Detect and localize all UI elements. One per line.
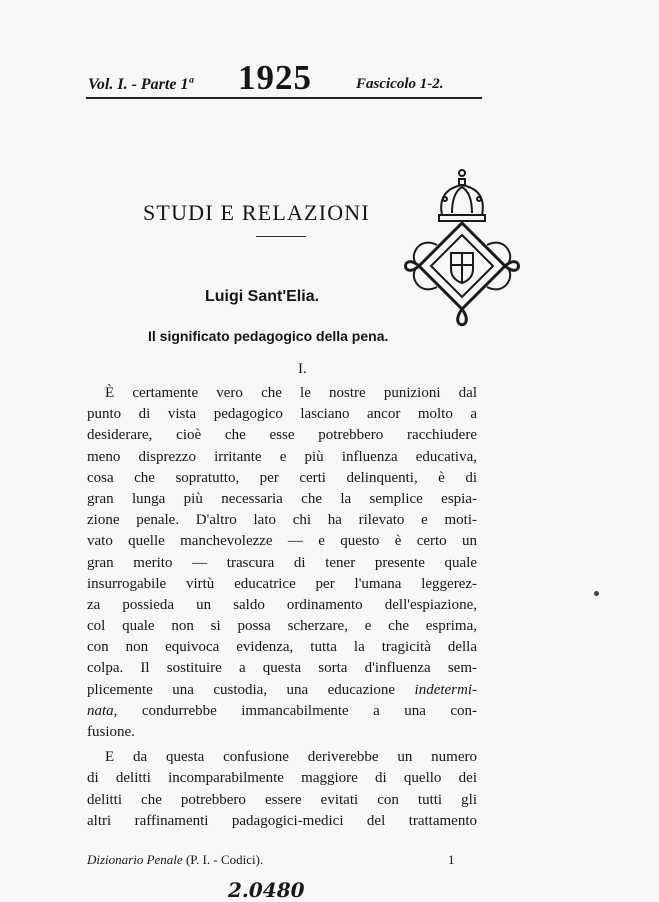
page-number: 1 <box>448 852 455 867</box>
section-number: I. <box>298 361 307 377</box>
volume-label: Vol. I. - Parte 1ª <box>88 76 193 93</box>
journal-part: (P. I. - Codici). <box>185 852 264 867</box>
text-line: altri raffinamenti padagogici-medici del trattamento <box>87 812 477 829</box>
text-line: insurrogabile virtù educatrice per l'umana leggerez- <box>87 575 477 592</box>
text-line: meno disprezzo irritante e più influenza educativa, <box>87 448 477 465</box>
text-line: zione penale. D'altro lato chi ha rilevato e moti- <box>87 512 477 529</box>
text-line <box>87 701 477 722</box>
text-line: punto di vista pedagogico lasciano ancor molto a <box>87 406 477 423</box>
text-line: gran lunga più necessaria che la semplice espia- <box>87 490 477 507</box>
header-rule <box>86 97 482 99</box>
text-line: con non equivoca evidenza, tutta la tragicità della <box>87 639 477 656</box>
handwritten-mark: 2.0480 <box>228 878 305 902</box>
text-line: È certamente vero che le nostre punizioni dal <box>105 385 477 401</box>
running-header <box>88 58 478 98</box>
issue-label: Fascicolo 1-2. <box>356 76 444 92</box>
text-line: desiderare, cioè che esse potrebbero racchiudere <box>87 427 477 444</box>
crowned-knot-emblem-icon <box>397 165 527 345</box>
text-line: E da questa confusione deriverebbe un numero <box>105 749 477 766</box>
text-line: col quale non si possa scherzare, e che esprima, <box>87 618 477 635</box>
page-footer <box>87 852 263 868</box>
author-name: Luigi Sant'Elia. <box>205 288 320 305</box>
year-label: 1925 <box>238 58 312 97</box>
margin-speck <box>594 591 599 596</box>
text-segment: plicemente una custodia, una educazione <box>87 681 396 698</box>
text-line: vato quelle manchevolezze — e questo è certo un <box>87 533 477 550</box>
journal-name: Dizionario Penale <box>87 852 183 867</box>
text-line: delitti che potrebbero essere evitati con tutti gli <box>87 791 477 808</box>
text-segment: , condurrebbe immancabilmente a una con- <box>113 702 477 719</box>
text-line: fusione. <box>87 724 135 740</box>
title-underline <box>256 236 306 237</box>
text-line: di delitti incomparabilmente maggiore di quello dei <box>87 770 477 787</box>
text-line: za possieda un saldo ordinamento dell'espiazione, <box>87 596 477 613</box>
italic-text: nata <box>87 702 114 719</box>
italic-text: indetermi- <box>414 681 478 698</box>
text-line <box>87 680 477 701</box>
text-line: cosa che sopratutto, per certi delinquenti, è di <box>87 469 477 486</box>
text-line: gran merito — trascura di tener presente quale <box>87 554 477 571</box>
text-line: colpa. Il sostituire a questa sorta d'influenza sem- <box>87 660 477 677</box>
article-subtitle: Il significato pedagogico della pena. <box>148 328 389 344</box>
body-text <box>87 383 477 832</box>
section-title: STUDI E RELAZIONI <box>143 200 370 225</box>
